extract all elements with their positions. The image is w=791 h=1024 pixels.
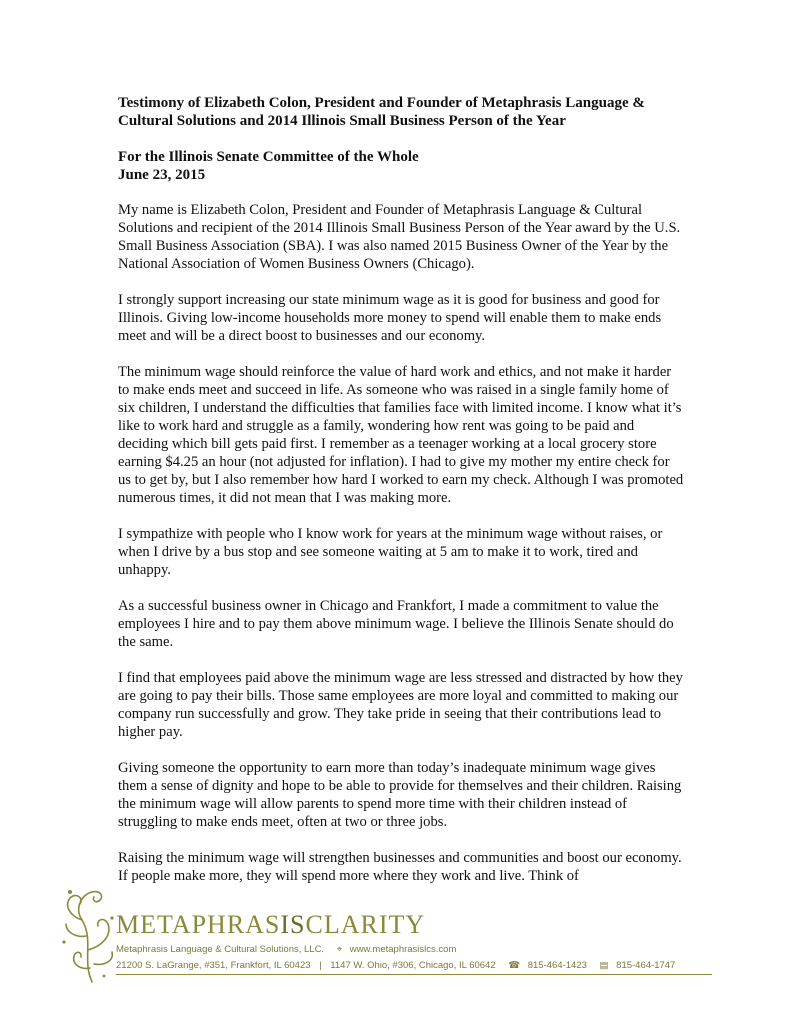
paragraph: The minimum wage should reinforce the value of hard work and ethics, and not make it harder to make ends meet and succeed in life. As someone who was raised in a single family home of six children, I understand the difficulties that families face with limited income. I know what it’s like to work hard and struggle as a family, wondering how rent was going to be paid and deciding which bill gets paid first. I remember as a teenager working at a local grocery store earning $4.25 an hour (not adjusted for inflation). I had to give my mother my entire check for us to get by, but I also remember how hard I worked to earn my check. Although I was promoted numerous times, it did not mean that I was making more. — [118, 364, 684, 506]
date-line: June 23, 2015 — [118, 167, 206, 183]
fax-number: 815-464-1747 — [616, 960, 676, 971]
paragraph: Giving someone the opportunity to earn more than today’s inadequate minimum wage gives them a sense of dignity and hope to be able to provide for themselves and their children. Raising the minimum wage will allow parents to spend more time with their children instead of struggling to make ends meet, often at two or three jobs. — [118, 760, 682, 830]
paragraph: Raising the minimum wage will strengthen businesses and communities and boost our economy. If people make more, they will spend more where they work and live. Think of — [118, 850, 682, 884]
address-chicago: 1147 W. Ohio, #306, Chicago, IL 60642 — [330, 960, 496, 971]
document-subtitle — [118, 148, 698, 184]
address-frankfort: 21200 S. LaGrange, #351, Frankfort, IL 60423 — [116, 960, 311, 971]
mouse-icon: ⌖ — [336, 944, 343, 955]
paragraph: I find that employees paid above the minimum wage are less stressed and distracted by how they are going to pay their bills. Those same employees are more loyal and committed to making our company run successfully and grow. They take pride in seeing that their contributions lead to higher pay. — [118, 670, 683, 740]
separator: | — [319, 960, 322, 971]
brand-is: IS — [280, 910, 306, 939]
swirl-logo-icon — [52, 880, 122, 984]
company-line — [116, 944, 456, 955]
phone-icon: ☎ — [508, 960, 521, 971]
website-link[interactable]: www.metaphrasislcs.com — [349, 944, 457, 955]
fax-icon: ▤ — [599, 960, 609, 971]
phone-number: 815-464-1423 — [527, 960, 587, 971]
company-name: Metaphrasis Language & Cultural Solutions, LLC. — [116, 944, 325, 955]
committee-line: For the Illinois Senate Committee of the Whole — [118, 149, 419, 165]
address-line — [116, 960, 675, 971]
paragraph: I sympathize with people who I know work for years at the minimum wage without raises, or when I drive by a bus stop and see someone waiting at 5 am to make it to work, tired and unhappy. — [118, 526, 663, 578]
brand-meta: METAPHRAS — [116, 910, 281, 939]
brand-wordmark — [116, 910, 425, 940]
brand-clarity: CLARITY — [305, 910, 426, 939]
document-title: Testimony of Elizabeth Colon, President and Founder of Metaphrasis Language & Cultural Solutions and 2014 Illinois Small Business Person of the Year — [118, 95, 645, 129]
paragraph: As a successful business owner in Chicago and Frankfort, I made a commitment to value the employees I hire and to pay them above minimum wage. I believe the Illinois Senate should do the same. — [118, 598, 674, 650]
footer-rule — [116, 974, 712, 975]
paragraph: I strongly support increasing our state minimum wage as it is good for business and good for Illinois. Giving low-income households more money to spend will enable them to make ends meet and will be a direct boost to businesses and our economy. — [118, 292, 662, 344]
paragraph: My name is Elizabeth Colon, President and Founder of Metaphrasis Language & Cultural Solutions and recipient of the 2014 Illinois Small Business Person of the Year award by the U.S. Small Business Association (SBA). I was also named 2015 Business Owner of the Year by the National Association of Women Business Owners (Chicago). — [118, 202, 681, 272]
testimony-body — [118, 201, 684, 903]
